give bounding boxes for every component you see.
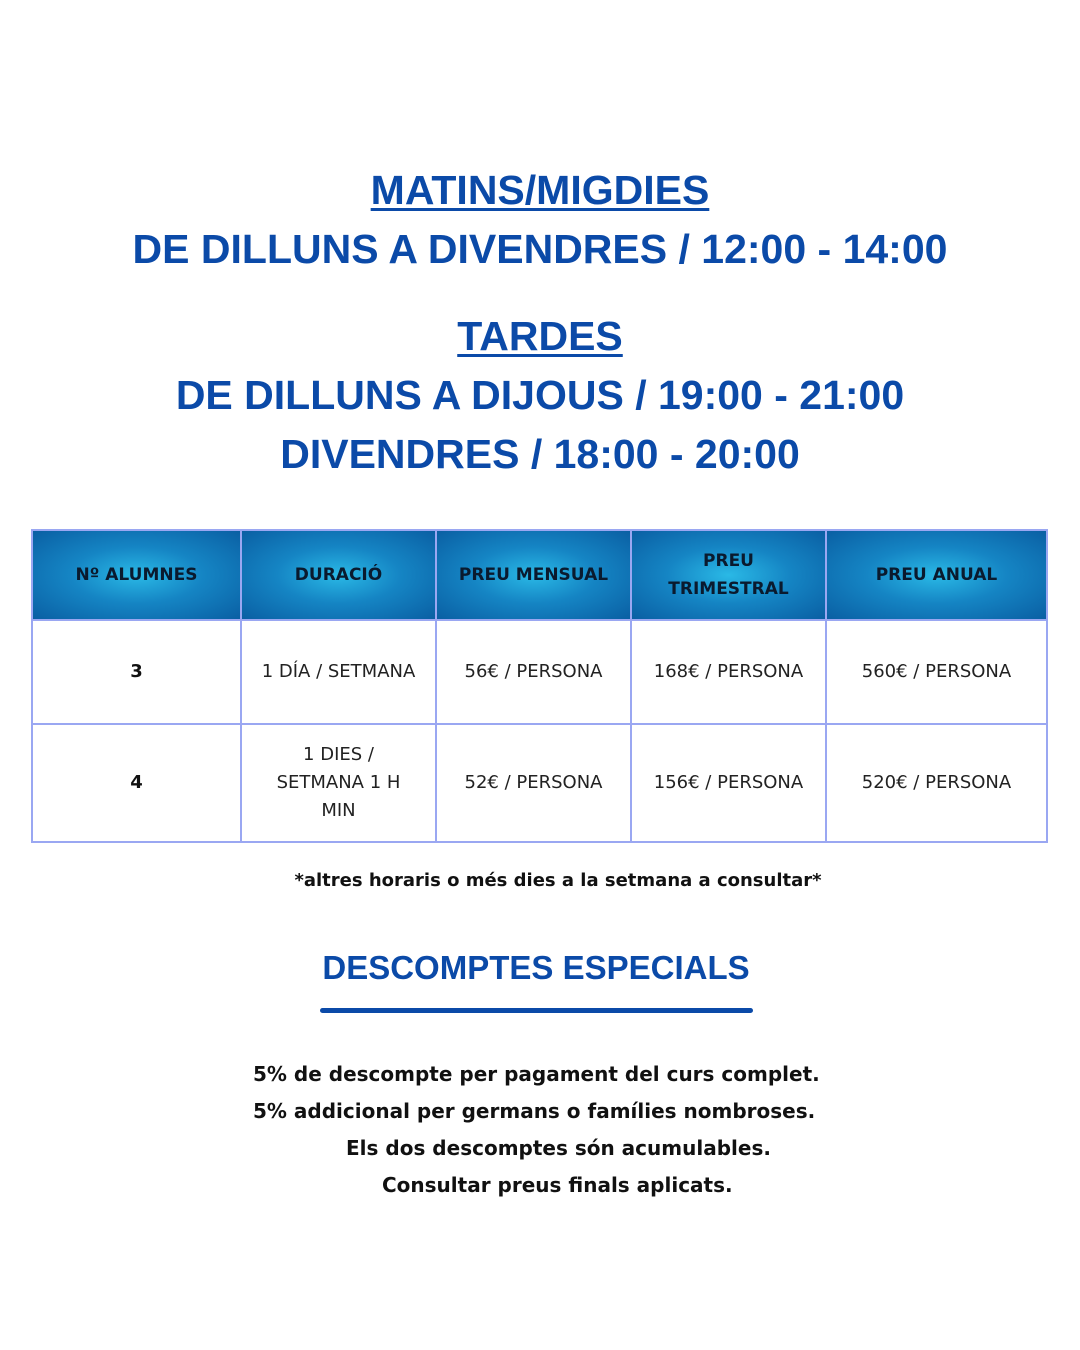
discounts-list: [0, 1056, 1080, 1204]
afternoon-title: TARDES: [457, 313, 623, 359]
schedule-note: *altres horaris o més dies a la setmana a consultar*: [294, 870, 822, 891]
table-row: [32, 724, 1047, 842]
cell-duration: 1 DÍA / SETMANA: [241, 620, 436, 724]
header-students: Nº ALUMNES: [32, 530, 241, 620]
cell-students: 4: [32, 724, 241, 842]
morning-title: MATINS/MIGDIES: [370, 167, 710, 213]
cell-quarterly-price: 168€ / PERSONA: [631, 620, 826, 724]
table-header-row: [32, 530, 1047, 620]
discount-item: 5% addicional per germans o famílies nombroses.: [253, 1099, 816, 1123]
discounts-title-underline: [320, 1008, 753, 1013]
discounts-title: DESCOMPTES ESPECIALS: [322, 949, 750, 986]
cell-annual-price: 560€ / PERSONA: [826, 620, 1047, 724]
discount-item: Consultar preus finals aplicats.: [382, 1173, 733, 1197]
header-monthly-price: PREU MENSUAL: [436, 530, 631, 620]
header-quarterly-price: PREU TRIMESTRAL: [631, 530, 826, 620]
cell-monthly-price: 52€ / PERSONA: [436, 724, 631, 842]
header-duration: DURACIÓ: [241, 530, 436, 620]
pricing-table: [31, 529, 1048, 843]
afternoon-schedule-friday: DIVENDRES / 18:00 - 20:00: [280, 431, 800, 477]
table-row: [32, 620, 1047, 724]
afternoon-schedule-weekdays: DE DILLUNS A DIJOUS / 19:00 - 21:00: [175, 372, 905, 418]
cell-annual-price: 520€ / PERSONA: [826, 724, 1047, 842]
cell-duration: 1 DIES / SETMANA 1 H MIN: [241, 724, 436, 842]
morning-schedule: DE DILLUNS A DIVENDRES / 12:00 - 14:00: [132, 226, 948, 272]
header-annual-price: PREU ANUAL: [826, 530, 1047, 620]
discount-item: Els dos descomptes són acumulables.: [346, 1136, 771, 1160]
cell-monthly-price: 56€ / PERSONA: [436, 620, 631, 724]
discount-item: 5% de descompte per pagament del curs complet.: [253, 1062, 820, 1086]
cell-quarterly-price: 156€ / PERSONA: [631, 724, 826, 842]
cell-students: 3: [32, 620, 241, 724]
